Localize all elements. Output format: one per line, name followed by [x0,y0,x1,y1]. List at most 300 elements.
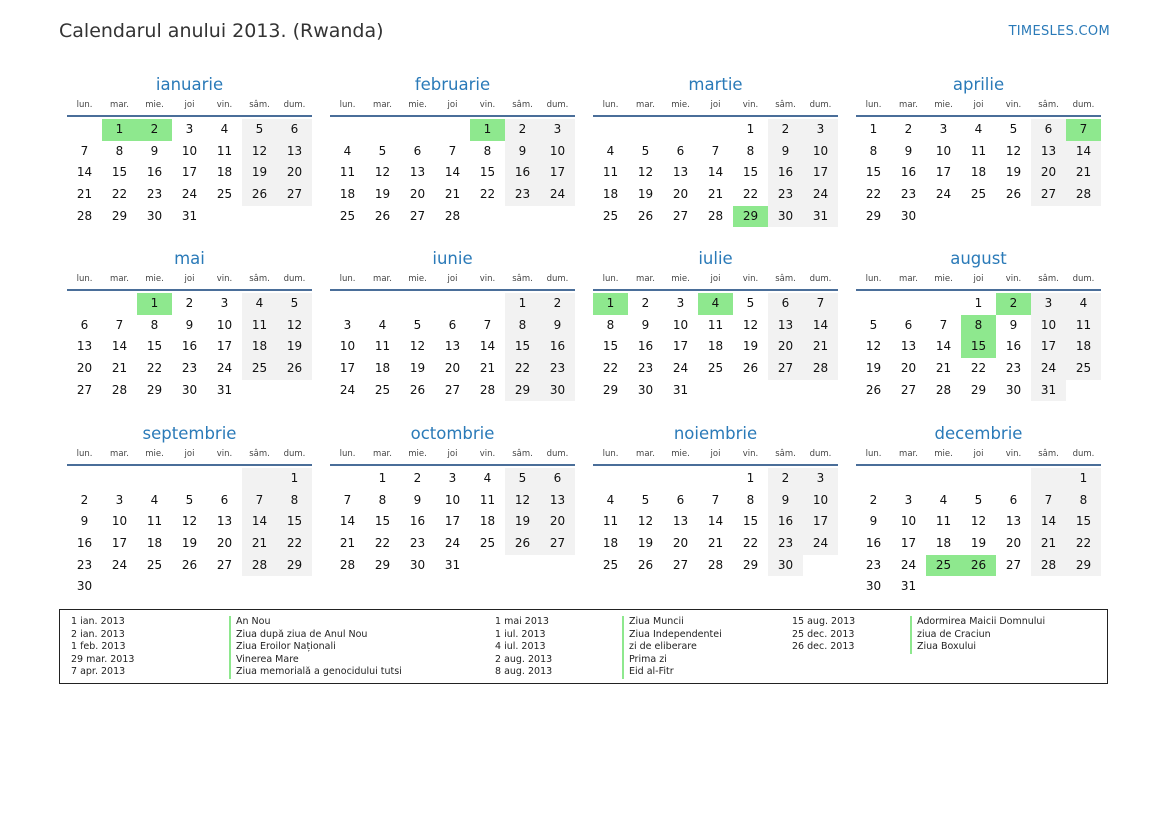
day-cell: 10 [672,317,689,332]
day-cell: 22 [146,361,163,376]
weekday-label: joi [184,100,195,110]
day-cell: 14 [479,339,496,354]
day-cell: 10 [181,143,198,158]
day-cell: 14 [242,511,277,533]
day-cell: 19 [242,162,277,184]
empty-day-cell [365,293,400,315]
day-cell: 6 [540,468,575,490]
day-cell: 23 [409,536,426,551]
weekday-label: vin. [742,100,759,110]
day-cell: 3 [185,122,194,136]
weekday-label: sâm. [249,449,270,459]
weekday-label: lun. [865,274,882,284]
day-cell: 16 [637,339,654,354]
day-cell: 31 [216,382,233,397]
day-cell: 7 [115,317,124,332]
day-cell: 21 [76,187,93,202]
day-cell: 30 [768,555,803,577]
weekday-header [593,272,838,291]
weekday-label: mar. [110,449,129,459]
day-cell: 12 [181,514,198,529]
weekday-header [330,272,575,291]
day-cell: 16 [768,511,803,533]
legend-holiday-name: Ziua Independentei [622,629,722,642]
day-cell: 7 [242,490,277,512]
legend-holiday-name: Ziua după ziua de Anul Nou [229,629,402,642]
day-cell: 1 [746,471,755,485]
weekday-label: vin. [1005,274,1022,284]
day-cell: 12 [637,165,654,180]
weekday-label: lun. [865,100,882,110]
day-cell: 21 [479,361,496,376]
day-cell: 28 [444,208,461,223]
day-cell: 9 [185,317,194,332]
weekday-label: mie. [145,274,164,284]
day-cell: 24 [444,536,461,551]
day-cell: 29 [970,382,987,397]
month-decembrie [856,423,1101,598]
day-cell: 24 [540,184,575,206]
weekday-label: joi [447,274,458,284]
weekday-label: dum. [283,100,306,110]
weekday-label: vin. [216,100,233,110]
day-cell: 7 [711,492,720,507]
weekday-label: mar. [636,449,655,459]
empty-day-cell [67,293,102,315]
holiday-day-cell: 15 [961,336,996,358]
weekday-label: mar. [899,100,918,110]
day-cell: 17 [339,361,356,376]
legend-holiday-name: Adormirea Maicii Domnului [910,616,1045,629]
day-cell: 13 [672,514,689,529]
day-cell: 9 [505,141,540,163]
weekday-label: joi [973,449,984,459]
day-cell: 6 [448,317,457,332]
weekday-label: mar. [110,274,129,284]
day-cell: 9 [150,143,159,158]
month-ianuarie [67,74,312,227]
day-cell: 16 [865,536,882,551]
weekday-label: joi [184,274,195,284]
day-cell: 19 [181,536,198,551]
weekday-label: sâm. [1038,449,1059,459]
month-name: iulie [698,249,733,268]
day-cell: 30 [181,382,198,397]
day-cell: 20 [409,187,426,202]
weekday-label: sâm. [512,449,533,459]
day-cell: 23 [540,358,575,380]
day-cell: 19 [409,361,426,376]
day-cell: 26 [181,557,198,572]
day-cell: 2 [80,492,89,507]
day-cell: 27 [444,382,461,397]
day-cell: 21 [707,187,724,202]
day-cell: 22 [742,187,759,202]
day-cell: 26 [865,382,882,397]
day-cell: 12 [865,339,882,354]
day-cell: 16 [409,514,426,529]
day-cell: 19 [374,187,391,202]
day-cell: 25 [707,361,724,376]
day-cell: 12 [409,339,426,354]
day-cell: 28 [76,208,93,223]
legend-holiday-name: Ziua Eroilor Naționali [229,641,402,654]
legend-date: 4 iul. 2013 [495,641,546,653]
weekday-label: lun. [76,449,93,459]
day-cell: 16 [76,536,93,551]
day-cell: 20 [1005,536,1022,551]
weekday-label: lun. [602,449,619,459]
day-cell: 12 [637,514,654,529]
day-cell: 7 [80,143,89,158]
day-cell: 4 [220,122,229,136]
day-cell: 30 [768,206,803,228]
weekday-label: vin. [479,100,496,110]
day-cell: 27 [76,382,93,397]
weekday-label: dum. [546,449,569,459]
day-cell: 15 [865,165,882,180]
day-cell: 29 [1066,555,1101,577]
day-cell: 13 [768,315,803,337]
day-cell: 26 [374,208,391,223]
weekday-label: dum. [283,449,306,459]
day-cell: 11 [374,339,391,354]
day-cell: 26 [637,208,654,223]
day-cell: 5 [277,293,312,315]
day-grid [856,291,1101,401]
legend-names-col-3 [910,616,1045,654]
day-cell: 16 [146,165,163,180]
day-cell: 9 [641,317,650,332]
weekday-header [593,447,838,466]
day-cell: 13 [900,339,917,354]
day-cell: 26 [409,382,426,397]
weekday-label: vin. [1005,449,1022,459]
weekday-label: vin. [742,274,759,284]
site-link[interactable]: TIMESLES.COM [1008,24,1110,39]
day-cell: 22 [111,187,128,202]
empty-day-cell [856,468,891,490]
day-cell: 6 [1009,492,1018,507]
legend-dates-col-1 [71,616,134,679]
day-cell: 1 [869,122,878,136]
day-cell: 6 [904,317,913,332]
legend-dates-col-3 [792,616,855,654]
day-cell: 31 [181,208,198,223]
day-cell: 27 [900,382,917,397]
empty-day-cell [242,468,277,490]
page-title: Calendarul anului 2013. (Rwanda) [59,20,384,42]
day-cell: 20 [76,361,93,376]
day-cell: 1 [1066,468,1101,490]
legend-holiday-name: An Nou [229,616,402,629]
day-cell: 14 [803,315,838,337]
day-cell: 24 [1031,358,1066,380]
weekday-label: mie. [671,274,690,284]
day-cell: 26 [1005,187,1022,202]
day-cell: 11 [146,514,163,529]
day-cell: 10 [803,141,838,163]
day-cell: 27 [216,557,233,572]
day-cell: 19 [1005,165,1022,180]
day-cell: 5 [1009,122,1018,136]
weekday-label: joi [447,449,458,459]
empty-day-cell [593,468,628,490]
day-cell: 11 [216,143,233,158]
legend-date: 25 dec. 2013 [792,628,855,640]
day-cell: 14 [444,165,461,180]
day-cell: 21 [242,533,277,555]
day-cell: 27 [672,557,689,572]
legend-date: 1 iul. 2013 [495,628,546,640]
day-cell: 9 [540,315,575,337]
day-cell: 27 [672,208,689,223]
empty-day-cell [663,119,698,141]
day-cell: 4 [378,317,387,332]
day-cell: 26 [242,184,277,206]
legend-names-col-1 [229,616,402,679]
day-cell: 5 [974,492,983,507]
day-cell: 27 [768,358,803,380]
day-cell: 21 [111,361,128,376]
day-cell: 2 [768,468,803,490]
day-cell: 10 [540,141,575,163]
empty-day-cell [67,468,102,490]
day-grid [856,117,1101,227]
holiday-day-cell: 25 [926,555,961,577]
legend-holiday-name: Ziua Boxului [910,641,1045,654]
day-cell: 8 [606,317,615,332]
day-cell: 31 [444,557,461,572]
day-cell: 18 [374,361,391,376]
day-cell: 17 [935,165,952,180]
day-cell: 9 [904,143,913,158]
day-cell: 4 [483,471,492,485]
month-name: octombrie [410,424,495,443]
day-cell: 28 [1066,184,1101,206]
day-cell: 20 [900,361,917,376]
weekday-header [67,272,312,291]
day-cell: 4 [343,143,352,158]
empty-day-cell [207,468,242,490]
day-cell: 18 [339,187,356,202]
day-cell: 3 [220,296,229,310]
day-cell: 15 [479,165,496,180]
empty-day-cell [435,293,470,315]
legend-holiday-name: Eid al-Fitr [622,666,722,679]
day-cell: 23 [768,184,803,206]
empty-day-cell [435,119,470,141]
day-cell: 14 [76,165,93,180]
month-name: iunie [432,249,473,268]
day-cell: 18 [970,165,987,180]
day-cell: 30 [146,208,163,223]
weekday-label: mar. [110,100,129,110]
day-cell: 22 [479,187,496,202]
day-cell: 6 [676,143,685,158]
day-cell: 9 [1009,317,1018,332]
day-cell: 17 [672,339,689,354]
day-cell: 30 [637,382,654,397]
day-cell: 21 [803,336,838,358]
day-cell: 20 [1031,162,1066,184]
month-noiembrie [593,423,838,576]
weekday-label: mie. [408,274,427,284]
day-cell: 10 [111,514,128,529]
day-cell: 13 [1031,141,1066,163]
holiday-legend [59,609,1108,684]
day-cell: 6 [277,119,312,141]
day-cell: 4 [974,122,983,136]
weekday-label: mar. [899,449,918,459]
day-cell: 13 [1005,514,1022,529]
day-cell: 28 [242,555,277,577]
weekday-label: mar. [373,274,392,284]
day-cell: 15 [374,514,391,529]
weekday-label: mie. [671,100,690,110]
day-cell: 30 [900,208,917,223]
weekday-label: sâm. [249,100,270,110]
day-cell: 9 [869,514,878,529]
month-martie [593,74,838,227]
day-cell: 22 [277,533,312,555]
weekday-label: lun. [339,100,356,110]
weekday-header [330,98,575,117]
empty-day-cell [926,293,961,315]
day-cell: 20 [768,336,803,358]
day-cell: 18 [602,536,619,551]
day-cell: 29 [505,380,540,402]
weekday-label: joi [710,274,721,284]
day-cell: 25 [339,208,356,223]
holiday-day-cell: 29 [733,206,768,228]
month-iunie [330,248,575,401]
weekday-label: mar. [373,100,392,110]
day-cell: 17 [1031,336,1066,358]
day-cell: 12 [970,514,987,529]
day-cell: 3 [343,317,352,332]
day-cell: 2 [641,296,650,310]
day-cell: 21 [1066,162,1101,184]
day-cell: 2 [413,471,422,485]
weekday-label: mie. [408,449,427,459]
day-cell: 23 [768,533,803,555]
holiday-day-cell: 7 [1066,119,1101,141]
empty-day-cell [926,468,961,490]
day-cell: 8 [378,492,387,507]
day-cell: 19 [970,536,987,551]
day-cell: 18 [707,339,724,354]
day-cell: 28 [707,557,724,572]
day-cell: 20 [444,361,461,376]
day-cell: 16 [768,162,803,184]
day-cell: 19 [637,536,654,551]
day-cell: 18 [935,536,952,551]
empty-day-cell [400,119,435,141]
day-grid [593,291,838,401]
empty-day-cell [330,293,365,315]
legend-date: 15 aug. 2013 [792,616,856,627]
empty-day-cell [891,468,926,490]
day-cell: 24 [900,557,917,572]
day-cell: 24 [181,187,198,202]
weekday-header [856,98,1101,117]
empty-day-cell [137,468,172,490]
day-cell: 10 [339,339,356,354]
month-name: ianuarie [155,75,224,94]
day-cell: 11 [970,143,987,158]
day-cell: 8 [869,143,878,158]
day-cell: 28 [479,382,496,397]
day-cell: 23 [1005,361,1022,376]
day-cell: 23 [637,361,654,376]
empty-day-cell [102,468,137,490]
day-cell: 29 [374,557,391,572]
legend-holiday-name: Ziua memorială a genocidului tutsi [229,666,402,679]
day-grid [330,117,575,227]
weekday-label: joi [447,100,458,110]
holiday-day-cell: 26 [961,555,996,577]
legend-date: 8 aug. 2013 [495,666,553,678]
day-cell: 3 [115,492,124,507]
day-cell: 31 [672,382,689,397]
day-cell: 22 [1066,533,1101,555]
empty-day-cell [1031,468,1066,490]
day-cell: 3 [448,471,457,485]
day-cell: 22 [374,536,391,551]
weekday-label: joi [710,100,721,110]
day-cell: 10 [1031,315,1066,337]
weekday-header [67,447,312,466]
empty-day-cell [856,293,891,315]
day-cell: 1 [974,296,983,310]
weekday-label: mar. [636,100,655,110]
day-cell: 18 [146,536,163,551]
legend-date: 2 aug. 2013 [495,653,553,665]
holiday-day-cell: 1 [470,119,505,141]
weekday-label: lun. [602,100,619,110]
day-cell: 24 [672,361,689,376]
holiday-day-cell: 8 [961,315,996,337]
month-name: august [950,249,1007,268]
day-cell: 3 [676,296,685,310]
day-cell: 15 [505,336,540,358]
day-cell: 18 [242,336,277,358]
day-cell: 2 [505,119,540,141]
weekday-label: vin. [479,274,496,284]
day-cell: 29 [146,382,163,397]
holiday-day-cell: 1 [137,293,172,315]
day-cell: 26 [742,361,759,376]
day-cell: 27 [1031,184,1066,206]
day-cell: 3 [803,468,838,490]
day-cell: 21 [339,536,356,551]
day-cell: 27 [1005,557,1022,572]
day-cell: 7 [343,492,352,507]
weekday-label: joi [973,274,984,284]
day-cell: 4 [150,492,159,507]
weekday-label: vin. [479,449,496,459]
day-cell: 1 [505,293,540,315]
day-cell: 9 [768,490,803,512]
legend-date: 7 apr. 2013 [71,666,126,678]
day-cell: 12 [374,165,391,180]
day-cell: 17 [181,165,198,180]
legend-date: 2 ian. 2013 [71,628,125,640]
day-cell: 15 [277,511,312,533]
day-cell: 23 [181,361,198,376]
day-cell: 3 [939,122,948,136]
